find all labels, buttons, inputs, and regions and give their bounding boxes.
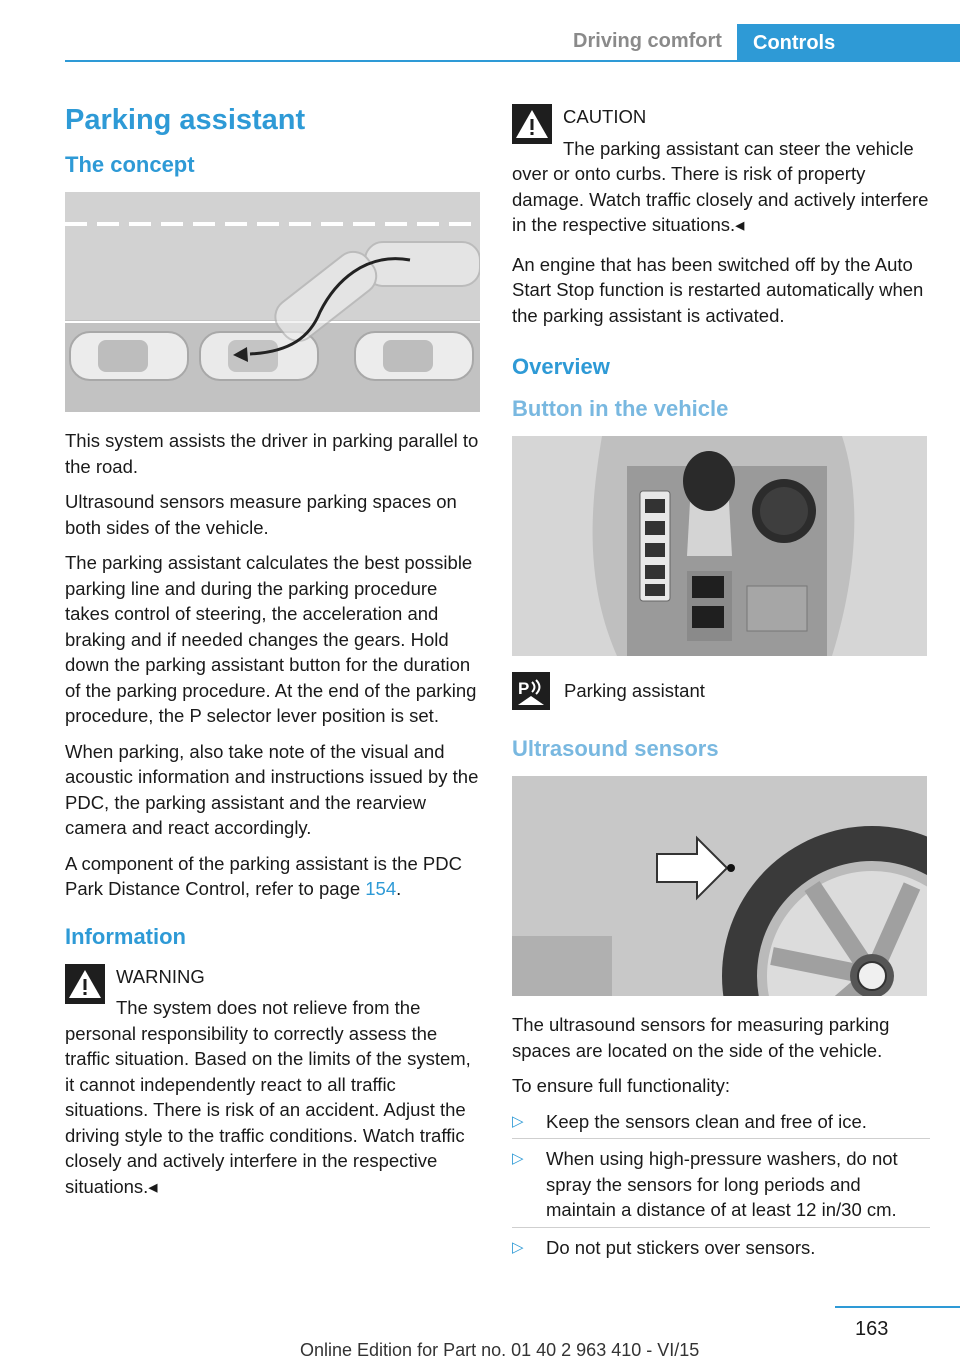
concept-paragraph-2: Ultrasound sensors measure parking spaces on both sides of the vehicle. bbox=[65, 491, 457, 538]
warning-icon bbox=[65, 964, 105, 1004]
overview-heading: Overview bbox=[512, 354, 610, 379]
warning-notice bbox=[65, 964, 483, 1200]
bullet-arrow-icon: ▷ bbox=[512, 1238, 524, 1256]
header-rule bbox=[65, 60, 960, 62]
sensor-photo-svg bbox=[512, 776, 927, 996]
parking-assistant-label: Parking assistant bbox=[564, 680, 705, 701]
list-item-text: Do not put stickers over sensors. bbox=[546, 1236, 816, 1258]
right-column bbox=[512, 104, 930, 1268]
pdc-paragraph bbox=[65, 851, 483, 902]
information-heading: Information bbox=[65, 923, 186, 949]
parking-concept-illustration bbox=[65, 192, 480, 412]
parking-assistant-icon bbox=[512, 672, 550, 710]
pdc-end: . bbox=[396, 878, 402, 899]
list-item bbox=[512, 1146, 930, 1223]
parked-car-right bbox=[355, 332, 473, 380]
list-item-text: Keep the sensors clean and free of ice. bbox=[546, 1110, 867, 1132]
svg-text:P: P bbox=[518, 679, 530, 698]
parking-diagram-svg bbox=[65, 192, 480, 412]
warning-title: WARNING bbox=[116, 965, 205, 987]
sensor-care-list bbox=[512, 1109, 930, 1261]
functionality-paragraph: To ensure full functionality: bbox=[512, 1075, 731, 1096]
parking-assistant-button-legend bbox=[512, 672, 930, 710]
bullet-arrow-icon: ▷ bbox=[512, 1112, 524, 1130]
footer-rule bbox=[835, 1306, 960, 1308]
sensors-paragraph: The ultrasound sensors for measuring parking spaces are located on the side of the vehicle. bbox=[512, 1014, 890, 1061]
header-chapter-tab: Controls bbox=[737, 24, 960, 62]
list-divider bbox=[512, 1227, 930, 1228]
list-item bbox=[512, 1235, 930, 1261]
concept-heading: The concept bbox=[65, 152, 195, 177]
caution-title: CAUTION bbox=[563, 106, 647, 127]
page-number: 163 bbox=[855, 1318, 889, 1340]
bullet-arrow-icon: ▷ bbox=[512, 1150, 524, 1167]
header-section-title: Driving comfort bbox=[573, 30, 722, 52]
sensors-heading: Ultrasound sensors bbox=[512, 736, 719, 761]
console-button-photo bbox=[512, 436, 927, 656]
pdc-text: A component of the parking assistant is the PDC Park Distance Control, refer to page bbox=[65, 852, 462, 899]
button-heading: Button in the vehicle bbox=[512, 396, 729, 421]
concept-paragraph-4: When parking, also take note of the visual and acoustic information and instructions issued by the PDC, the parking assistant and the rearview camera and react accordingly. bbox=[65, 740, 479, 838]
edition-note: Online Edition for Part no. 01 40 2 963 410 - VI/15 bbox=[300, 1340, 700, 1360]
concept-paragraph-1: This system assists the driver in parking parallel to the road. bbox=[65, 430, 479, 477]
list-divider bbox=[512, 1138, 930, 1139]
ultrasound-sensor-photo bbox=[512, 776, 927, 996]
list-item-text: When using high-pressure washers, do not spray the sensors for long periods and maintain a distance of at least 12 in/30 cm. bbox=[546, 1148, 898, 1220]
warning-body: The system does not relieve from the personal responsibility to correctly assess the traffic situation. Based on the limits of the system, it cannot independently react to all traffic situations. There is risk of an accident. Adjust the driving style to the traffic conditions. Watch traffic closely and actively interfere in the respective situations.◂ bbox=[65, 997, 471, 1197]
parked-car-left bbox=[70, 332, 188, 380]
left-column bbox=[65, 100, 483, 1209]
list-item bbox=[512, 1109, 930, 1135]
console-photo-svg bbox=[512, 436, 927, 656]
pdc-page-link[interactable]: 154 bbox=[365, 878, 397, 899]
caution-notice bbox=[512, 104, 930, 238]
caution-body: The parking assistant can steer the vehicle over or onto curbs. There is risk of property damage. Watch traffic closely and actively interfere in the respective situations.◂ bbox=[512, 137, 929, 235]
concept-paragraph-3: The parking assistant calculates the best possible parking line and during the parking procedure takes control of steering, the acceleration and braking and if needed changes the gears. Hold down the parking assistant button for the duration of the parking procedure. At the end of the parking procedure, the P selector lever position is set. bbox=[65, 552, 477, 726]
caution-icon bbox=[512, 104, 552, 144]
autostart-paragraph: An engine that has been switched off by the Auto Start Stop function is restarted automatically when the parking assistant is activated. bbox=[512, 253, 924, 326]
page-title: Parking assistant bbox=[65, 104, 306, 136]
